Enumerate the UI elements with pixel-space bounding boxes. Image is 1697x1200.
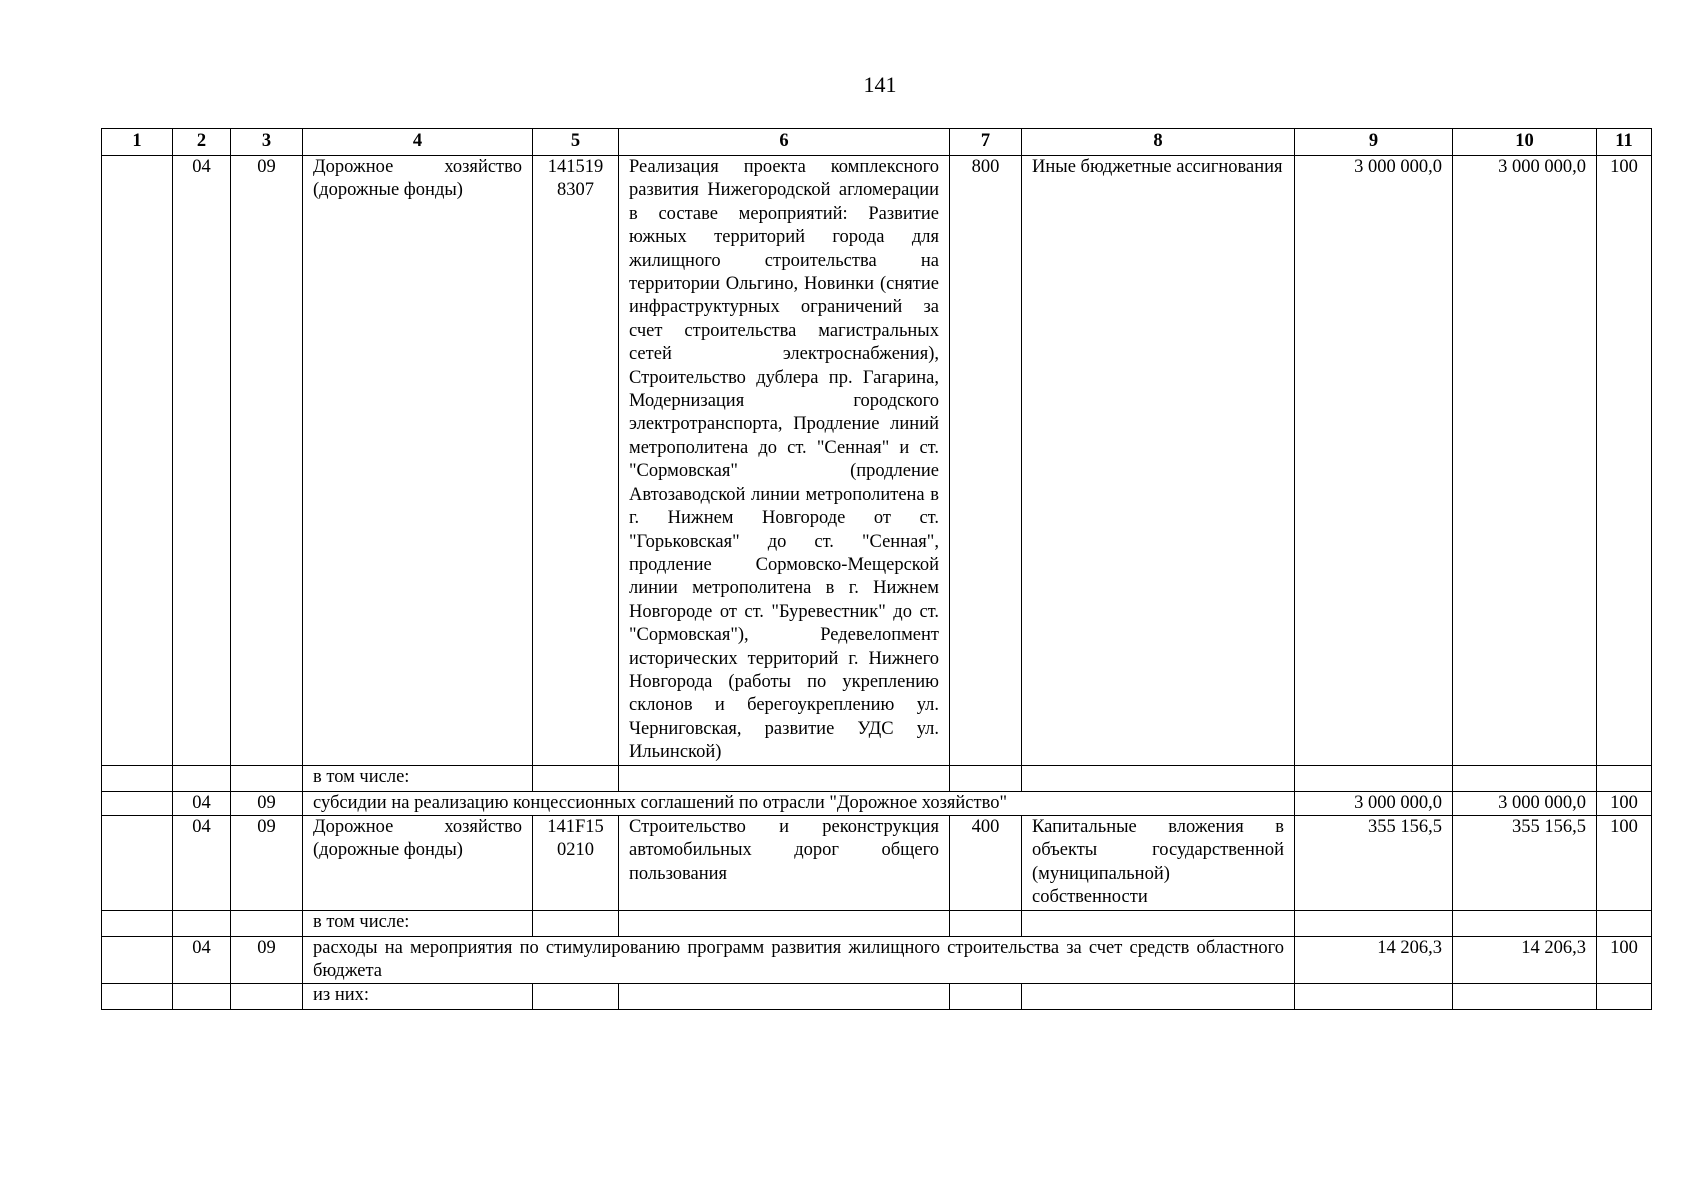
cell-description: Реализация проекта комплексного развития Нижегородской агломерации в составе мероприятий: Развитие южных территорий города для жилищного строительства на территории Ольгино, Новинки (снятие инфраструктурных ограничений за счет строительства магистральных сетей электроснабжения), Строительство дублера пр. Гагарина, Модернизация городского электротранспорта, Продление линий метрополитена до ст. "Сенная" и ст. "Сормовская" (продление Автозаводской линии метрополитена в г. Нижнем Новгороде от ст. "Горьковская" до ст. "Сенная", продление Сормовско-Мещерской линии метрополитена в г. Нижнем Новгороде от ст. "Буревестник" до ст. "Сормовская"), Редевелопмент исторических территорий г. Нижнего Новгорода (работы по укреплению склонов и берегоукреплению ул. Черниговская, развитие УДС ул. Ильинской) [619,156,950,766]
cell-of-which-label: из них: [303,984,533,1010]
column-header: 1 [102,129,173,156]
column-header: 5 [533,129,619,156]
cell-empty [102,791,173,815]
cell-section: 04 [173,815,231,910]
cell-empty [1597,984,1652,1010]
cell-subsection-name: Дорожное хозяйство (дорожные фонды) [303,815,533,910]
table-row [102,815,1652,910]
cell-spanned-description: расходы на мероприятия по стимулированию программ развития жилищного строительства за счет средств областного бюджета [303,936,1295,984]
cell-empty [231,910,303,936]
cell-section: 04 [173,156,231,766]
table-row [102,984,1652,1010]
cell-section: 04 [173,936,231,984]
cell-amount-1: 3 000 000,0 [1295,156,1453,766]
cell-empty [1295,765,1453,791]
cell-description: Строительство и реконструкция автомобильных дорог общего пользования [619,815,950,910]
column-header: 7 [950,129,1022,156]
cell-amount-1: 14 206,3 [1295,936,1453,984]
cell-empty [1453,984,1597,1010]
cell-section: 04 [173,791,231,815]
cell-empty [102,936,173,984]
column-header: 4 [303,129,533,156]
cell-expense-type: 400 [950,815,1022,910]
cell-expense-name: Капитальные вложения в объекты государственной (муниципальной) собственности [1022,815,1295,910]
cell-subsection: 09 [231,936,303,984]
table-row [102,910,1652,936]
cell-empty [102,910,173,936]
cell-percent: 100 [1597,936,1652,984]
cell-including-label: в том числе: [303,765,533,791]
cell-empty [173,984,231,1010]
cell-empty [533,984,619,1010]
cell-percent: 100 [1597,791,1652,815]
cell-target-code: 141519 8307 [533,156,619,766]
cell-empty [1022,984,1295,1010]
cell-percent: 100 [1597,156,1652,766]
cell-empty [1022,910,1295,936]
cell-subsection: 09 [231,156,303,766]
cell-target-code: 141F15 0210 [533,815,619,910]
cell-subsection-name: Дорожное хозяйство (дорожные фонды) [303,156,533,766]
cell-spanned-description: субсидии на реализацию концессионных соглашений по отрасли "Дорожное хозяйство" [303,791,1295,815]
cell-amount-2: 355 156,5 [1453,815,1597,910]
cell-amount-2: 3 000 000,0 [1453,791,1597,815]
table-row [102,791,1652,815]
cell-empty [533,765,619,791]
column-header: 3 [231,129,303,156]
cell-empty [102,815,173,910]
cell-empty [950,765,1022,791]
cell-empty [173,765,231,791]
cell-col1 [102,156,173,766]
column-header: 11 [1597,129,1652,156]
table-row [102,936,1652,984]
cell-including-label: в том числе: [303,910,533,936]
cell-empty [1022,765,1295,791]
cell-subsection: 09 [231,791,303,815]
column-header: 2 [173,129,231,156]
cell-amount-2: 14 206,3 [1453,936,1597,984]
cell-expense-type: 800 [950,156,1022,766]
column-header: 9 [1295,129,1453,156]
cell-empty [619,910,950,936]
cell-empty [102,984,173,1010]
cell-empty [231,765,303,791]
table-row [102,765,1652,791]
cell-empty [533,910,619,936]
cell-empty [1453,910,1597,936]
cell-empty [1597,910,1652,936]
cell-amount-2: 3 000 000,0 [1453,156,1597,766]
cell-empty [950,910,1022,936]
cell-empty [102,765,173,791]
cell-empty [619,984,950,1010]
cell-empty [619,765,950,791]
cell-empty [1597,765,1652,791]
cell-subsection: 09 [231,815,303,910]
table-row [102,156,1652,766]
column-header: 6 [619,129,950,156]
cell-empty [1295,984,1453,1010]
cell-empty [231,984,303,1010]
column-header: 8 [1022,129,1295,156]
page-number: 141 [863,72,897,97]
cell-amount-1: 3 000 000,0 [1295,791,1453,815]
header-row [102,129,1652,156]
cell-empty [173,910,231,936]
column-header: 10 [1453,129,1597,156]
cell-empty [950,984,1022,1010]
cell-amount-1: 355 156,5 [1295,815,1453,910]
cell-percent: 100 [1597,815,1652,910]
cell-expense-name: Иные бюджетные ассигнования [1022,156,1295,766]
budget-table [101,128,1652,1010]
cell-empty [1295,910,1453,936]
cell-empty [1453,765,1597,791]
